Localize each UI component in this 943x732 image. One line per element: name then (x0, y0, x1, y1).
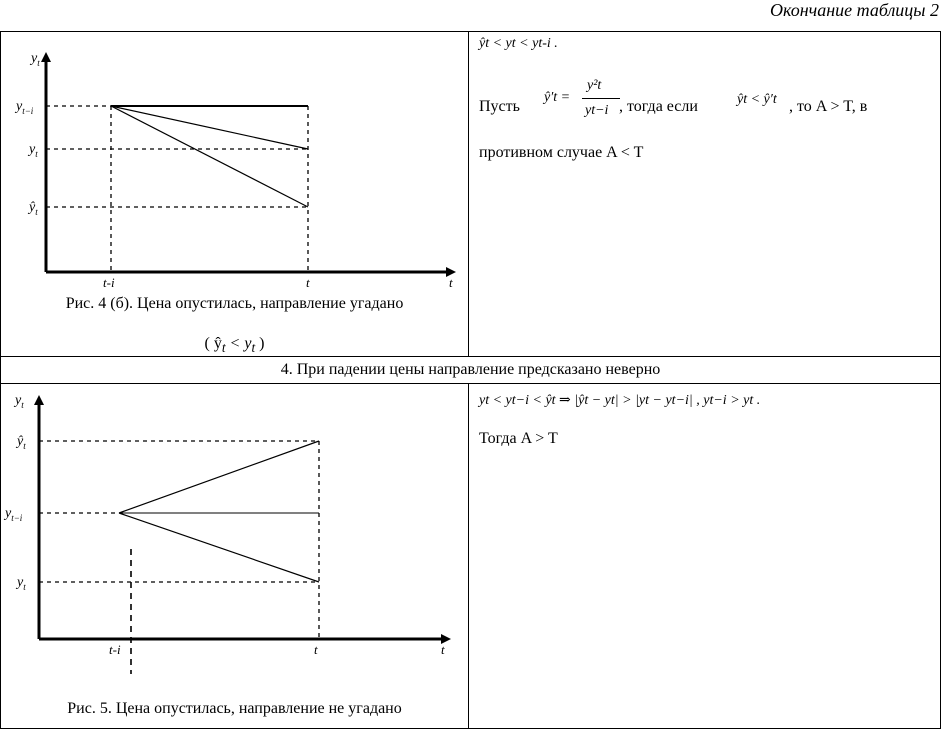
tick-ti: t-i (109, 642, 121, 657)
label-yhat: $ŷ_t$ (29, 200, 38, 217)
figure-4b-cell (1, 32, 469, 357)
y-axis-label: $y_t$ (31, 51, 40, 68)
row1-right-cell (469, 32, 941, 357)
label-y-t: $y_t$ (29, 142, 38, 159)
table-2 (0, 31, 941, 729)
then-text: , тогда если (619, 98, 698, 115)
then-result: , то A > T, в (789, 98, 868, 115)
line-to-yt (111, 106, 308, 149)
figure-5-caption: Рис. 5. Цена опустилась, направление не угадано (67, 700, 402, 717)
label-y-prev: $y_{t-i}$ (5, 506, 23, 523)
label-y-prev: $y_{t-i}$ (16, 99, 34, 116)
row3-right-cell (469, 384, 941, 729)
condition-4b: ŷt < yt < yt-i . (479, 36, 558, 51)
condition-5: yt < yt−i < ŷt ⇒ |ŷt − yt| > |yt − yt−i| , yt−i > yt . (479, 393, 761, 408)
y-axis-arrow (41, 52, 51, 62)
fraction-bar (582, 98, 620, 99)
figure-5-cell (1, 384, 469, 729)
tick-t: t (314, 642, 318, 657)
figure-4b-caption: Рис. 4 (б). Цена опустилась, направление угадано (65, 295, 404, 312)
x-axis-label: t (441, 642, 445, 657)
pust-label: Пусть (479, 98, 520, 115)
label-y-t: $y_t$ (17, 575, 26, 592)
table-continuation-caption: Окончание таблицы 2 (769, 0, 939, 20)
then-text-5: Тогда A > T (479, 430, 558, 447)
tick-ti: t-i (103, 275, 115, 290)
formula-denominator: yt−i (585, 103, 609, 118)
else-text: противном случае A < T (479, 144, 644, 161)
y-axis-arrow (34, 395, 44, 405)
formula-numerator: y²t (587, 78, 602, 93)
label-yhat: $ŷ_t$ (17, 434, 26, 451)
tick-t: t (306, 275, 310, 290)
condition-2: ŷt < ŷ′t (737, 92, 777, 107)
figure-5 (1, 384, 468, 729)
y-axis-label: $y_t$ (15, 393, 24, 410)
figure-4b-condition: ( $ŷ_t < y_t$ ) (204, 335, 265, 356)
line-to-yt (119, 513, 319, 582)
x-axis-label: t (449, 275, 453, 290)
section-header-4: 4. При падении цены направление предсказано неверно (1, 357, 941, 384)
line-to-yhat (119, 441, 319, 513)
line-to-yhat (111, 106, 308, 207)
formula-lhs: ŷ′t = (544, 90, 571, 105)
